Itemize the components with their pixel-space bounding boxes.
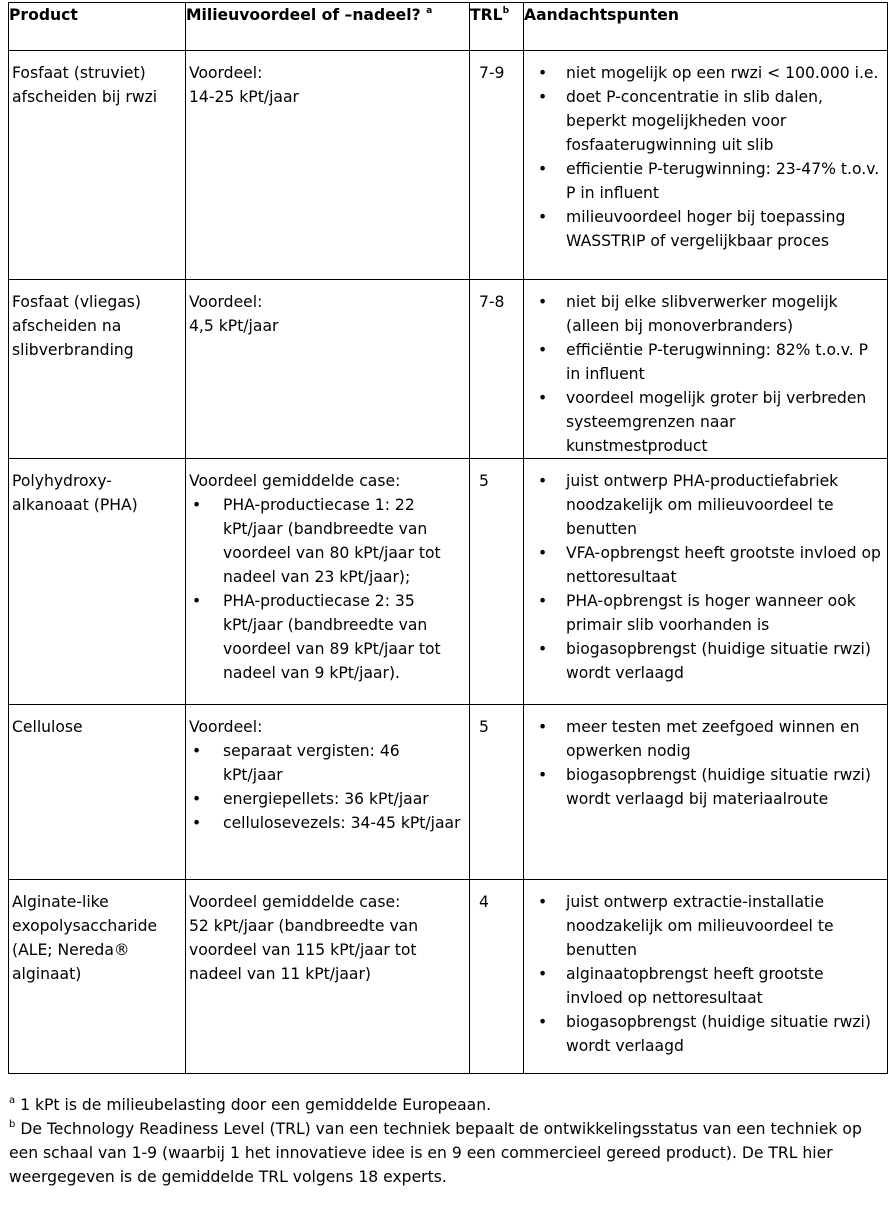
bullet-icon: • — [538, 718, 548, 736]
benefit-bullet-item — [189, 787, 463, 811]
trl-cell — [470, 705, 524, 880]
points-bullet-list — [527, 890, 881, 1058]
header-trl: TRL$^b$ — [470, 3, 524, 51]
benefit-cell — [186, 459, 470, 705]
point-text: efficientie P-terugwinning: 23-47% t.o.v. P in influent — [566, 160, 880, 202]
table-row — [9, 51, 888, 280]
benefit-bullet-item — [189, 811, 463, 835]
benefit-bullet-item — [189, 739, 463, 787]
trl-cell — [470, 880, 524, 1074]
product-name-line: Fosfaat (vliegas) — [12, 293, 141, 311]
product-name-line: Cellulose — [12, 718, 83, 736]
point-item — [527, 205, 881, 253]
product-name-line: Alginate-like — [12, 893, 109, 911]
benefit-line: 4,5 kPt/jaar — [189, 317, 279, 335]
points-bullet-list — [527, 290, 881, 458]
benefit-cell — [186, 705, 470, 880]
product-cell — [9, 51, 186, 280]
benefit-line: Voordeel: — [189, 293, 263, 311]
bullet-icon: • — [538, 389, 548, 407]
benefit-bullet-list — [189, 493, 463, 685]
point-text: biogasopbrengst (huidige situatie rwzi) wordt verlaagd — [566, 640, 871, 682]
bullet-icon: • — [538, 341, 548, 359]
benefit-cell — [186, 280, 470, 459]
header-product: Product — [9, 3, 186, 51]
point-text: biogasopbrengst (huidige situatie rwzi) wordt verlaagd — [566, 1013, 871, 1055]
trl-cell — [470, 280, 524, 459]
table-header-row — [9, 3, 888, 51]
bullet-icon: • — [192, 742, 202, 760]
bullet-icon: • — [538, 293, 548, 311]
bullet-icon: • — [538, 766, 548, 784]
bullet-icon: • — [538, 640, 548, 658]
product-name-line: alkanoaat (PHA) — [12, 496, 138, 514]
points-cell — [524, 705, 888, 880]
point-item — [527, 637, 881, 685]
benefit-bullet-item — [189, 589, 463, 685]
point-item — [527, 157, 881, 205]
point-item — [527, 715, 881, 763]
point-item — [527, 763, 881, 811]
comparison-table — [8, 2, 888, 1074]
table-row — [9, 459, 888, 705]
product-name-line: Polyhydroxy- — [12, 472, 112, 490]
product-name-line: (ALE; Nereda® — [12, 941, 130, 959]
point-item — [527, 61, 881, 85]
product-cell — [9, 280, 186, 459]
benefit-line: 14-25 kPt/jaar — [189, 88, 299, 106]
header-aandachtspunten: Aandachtspunten — [524, 3, 888, 51]
point-text: niet mogelijk op een rwzi < 100.000 i.e. — [566, 64, 879, 82]
bullet-icon: • — [192, 790, 202, 808]
trl-value: 4 — [479, 893, 489, 911]
point-item — [527, 589, 881, 637]
point-text: juist ontwerp PHA-productiefabriek noodzakelijk om milieuvoordeel te benutten — [566, 472, 839, 538]
benefit-bullet-list — [189, 739, 463, 835]
bullet-icon: • — [192, 496, 202, 514]
trl-cell — [470, 459, 524, 705]
point-text: alginaatopbrengst heeft grootste invloed op nettoresultaat — [566, 965, 824, 1007]
bullet-icon: • — [538, 592, 548, 610]
benefit-cell — [186, 880, 470, 1074]
points-cell — [524, 459, 888, 705]
bullet-icon: • — [538, 64, 548, 82]
benefit-bullet-item — [189, 493, 463, 589]
benefit-line: Voordeel: — [189, 64, 263, 82]
point-text: voordeel mogelijk groter bij verbreden systeemgrenzen naar kunstmestproduct — [566, 389, 867, 455]
point-item — [527, 386, 881, 458]
benefit-line: Voordeel gemiddelde case: — [189, 472, 401, 490]
bullet-icon: • — [192, 814, 202, 832]
point-text: doet P-concentratie in slib dalen, beperkt mogelijkheden voor fosfaaterugwinning uit slib — [566, 88, 823, 154]
point-text: VFA-opbrengst heeft grootste invloed op nettoresultaat — [566, 544, 881, 586]
benefit-line: Voordeel: — [189, 718, 263, 736]
point-item — [527, 85, 881, 157]
trl-value: 5 — [479, 718, 489, 736]
table-row — [9, 280, 888, 459]
bullet-icon: • — [538, 160, 548, 178]
trl-value: 7-9 — [479, 64, 505, 82]
product-cell — [9, 705, 186, 880]
footnotes — [9, 1093, 883, 1189]
points-cell — [524, 280, 888, 459]
footnote-b: $^b$ De Technology Readiness Level (TRL) van een techniek bepaalt de ontwikkelingsstatus van een techniek op een schaal van 1-9 (waarbij 1 het innovatieve idee is en 9 een commercieel gereed product). De TRL hier weergegeven is de gemiddelde TRL volgens 18 experts. — [9, 1119, 862, 1186]
points-cell — [524, 880, 888, 1074]
point-item — [527, 469, 881, 541]
product-name-line: afscheiden bij rwzi — [12, 88, 158, 106]
point-text: meer testen met zeefgoed winnen en opwerken nodig — [566, 718, 860, 760]
bullet-icon: • — [538, 544, 548, 562]
point-text: biogasopbrengst (huidige situatie rwzi) wordt verlaagd bij materiaalroute — [566, 766, 871, 808]
footnote-a: $^a$ 1 kPt is de milieubelasting door een gemiddelde Europeaan. — [9, 1095, 492, 1114]
product-name-line: Fosfaat (struviet) — [12, 64, 146, 82]
points-bullet-list — [527, 715, 881, 811]
point-text: efficiëntie P-terugwinning: 82% t.o.v. P in influent — [566, 341, 869, 383]
bullet-icon: • — [538, 88, 548, 106]
product-cell — [9, 880, 186, 1074]
point-item — [527, 890, 881, 962]
table-row — [9, 705, 888, 880]
product-name-line: exopolysaccharide — [12, 917, 158, 935]
benefit-bullet-text: cellulosevezels: 34-45 kPt/jaar — [223, 814, 461, 832]
point-item — [527, 962, 881, 1010]
benefit-line: voordeel van 115 kPt/jaar tot — [189, 941, 417, 959]
point-text: PHA-opbrengst is hoger wanneer ook primair slib voorhanden is — [566, 592, 856, 634]
trl-cell — [470, 51, 524, 280]
bullet-icon: • — [538, 965, 548, 983]
product-name-line: afscheiden na — [12, 317, 122, 335]
point-text: milieuvoordeel hoger bij toepassing WASSTRIP of vergelijkbaar proces — [566, 208, 846, 250]
bullet-icon: • — [192, 592, 202, 610]
point-item — [527, 290, 881, 338]
benefit-bullet-text: separaat vergisten: 46 kPt/jaar — [223, 742, 400, 784]
benefit-bullet-text: PHA-productiecase 1: 22 kPt/jaar (bandbreedte van voordeel van 80 kPt/jaar tot nadeel van 23 kPt/jaar); — [223, 496, 441, 586]
header-milieuvoordeel: Milieuvoordeel of –nadeel? $^a$ — [186, 3, 470, 51]
point-text: niet bij elke slibverwerker mogelijk (alleen bij monoverbranders) — [566, 293, 838, 335]
benefit-line: 52 kPt/jaar (bandbreedte van — [189, 917, 419, 935]
points-cell — [524, 51, 888, 280]
trl-value: 7-8 — [479, 293, 505, 311]
benefit-cell — [186, 51, 470, 280]
product-cell — [9, 459, 186, 705]
point-item — [527, 1010, 881, 1058]
points-bullet-list — [527, 469, 881, 685]
point-text: juist ontwerp extractie-installatie noodzakelijk om milieuvoordeel te benutten — [566, 893, 834, 959]
bullet-icon: • — [538, 208, 548, 226]
trl-value: 5 — [479, 472, 489, 490]
benefit-bullet-text: PHA-productiecase 2: 35 kPt/jaar (bandbreedte van voordeel van 89 kPt/jaar tot nadeel van 9 kPt/jaar). — [223, 592, 441, 682]
bullet-icon: • — [538, 472, 548, 490]
bullet-icon: • — [538, 893, 548, 911]
points-bullet-list — [527, 61, 881, 253]
benefit-bullet-text: energiepellets: 36 kPt/jaar — [223, 790, 429, 808]
benefit-line: Voordeel gemiddelde case: — [189, 893, 401, 911]
bullet-icon: • — [538, 1013, 548, 1031]
table-row — [9, 880, 888, 1074]
product-name-line: slibverbranding — [12, 341, 134, 359]
point-item — [527, 338, 881, 386]
benefit-line: nadeel van 11 kPt/jaar) — [189, 965, 371, 983]
point-item — [527, 541, 881, 589]
product-name-line: alginaat) — [12, 965, 82, 983]
